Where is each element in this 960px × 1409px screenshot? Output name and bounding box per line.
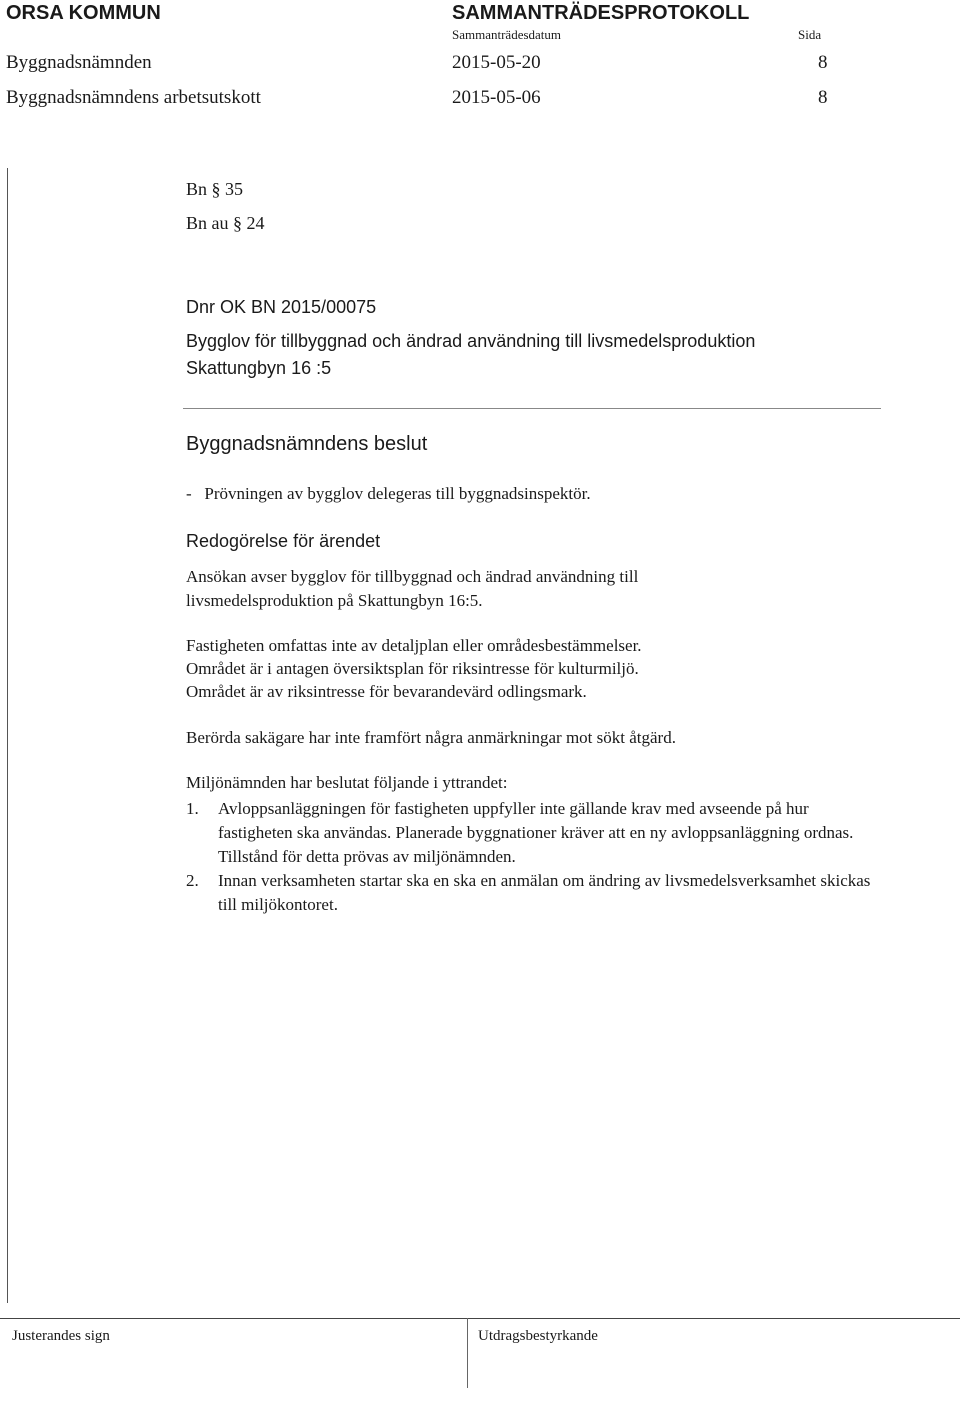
meeting-body-2: Byggnadsnämndens arbetsutskott [6, 87, 261, 108]
footer-column-divider [467, 1318, 468, 1388]
adjusting-sign-label: Justerandes sign [12, 1328, 110, 1344]
organization-name: ORSA KOMMUN [6, 2, 161, 24]
list-item-number: 1. [186, 799, 199, 818]
meeting-date-1: 2015-05-20 [452, 52, 541, 73]
list-item-text: Innan verksamheten startar ska en ska en anmälan om ändring av livsmedelsverksamhet skickas till miljökontoret. [218, 871, 871, 914]
document-type: SAMMANTRÄDESPROTOKOLL [452, 2, 750, 24]
property-line-1: Fastigheten omfattas inte av detaljplan eller områdesbestämmelser. [186, 636, 642, 655]
extract-certification-label: Utdragsbestyrkande [478, 1328, 598, 1344]
page-label: Sida [798, 27, 822, 42]
application-line-2: livsmedelsproduktion på Skattungbyn 16:5. [186, 591, 483, 610]
margin-rule [7, 168, 8, 1303]
decision-item: - Prövningen av bygglov delegeras till byggnadsinspektör. [186, 484, 591, 503]
environment-intro: Miljönämnden har beslutat följande i yttrandet: [186, 773, 508, 792]
report-heading: Redogörelse för ärendet [186, 531, 381, 551]
meeting-date-2: 2015-05-06 [452, 87, 541, 108]
case-title-line-2: Skattungbyn 16 :5 [186, 358, 332, 378]
decision-heading: Byggnadsnämndens beslut [186, 433, 428, 455]
environment-list [186, 797, 886, 917]
paragraph-number-bn-au: Bn au § 24 [186, 213, 265, 233]
list-item [186, 869, 886, 917]
meeting-date-label: Sammanträdesdatum [452, 27, 562, 42]
property-line-3: Området är av riksintresse för bevarandevärd odlingsmark. [186, 682, 587, 701]
meeting-page-1: 8 [818, 52, 828, 73]
list-item [186, 797, 886, 869]
title-divider [183, 408, 881, 409]
application-line-1: Ansökan avser bygglov för tillbyggnad och ändrad användning till [186, 567, 639, 586]
property-line-2: Området är i antagen översiktsplan för riksintresse för kulturmiljö. [186, 659, 639, 678]
meeting-page-2: 8 [818, 87, 828, 108]
list-item-text: Avloppsanläggningen för fastigheten uppfyller inte gällande krav med avseende på hur fastigheten ska användas. Planerade byggnationer kräver att en ny avloppsanläggning ordnas. Tillstånd för detta prövas av miljönämnden. [218, 799, 854, 866]
case-title-line-1: Bygglov för tillbyggnad och ändrad användning till livsmedelsproduktion [186, 331, 756, 351]
list-item-number: 2. [186, 871, 199, 890]
meeting-body-1: Byggnadsnämnden [6, 52, 152, 73]
neighbours-statement: Berörda sakägare har inte framfört några anmärkningar mot sökt åtgärd. [186, 728, 676, 747]
case-number: Dnr OK BN 2015/00075 [186, 297, 377, 317]
footer-rule [0, 1318, 960, 1319]
paragraph-number-bn: Bn § 35 [186, 179, 244, 199]
